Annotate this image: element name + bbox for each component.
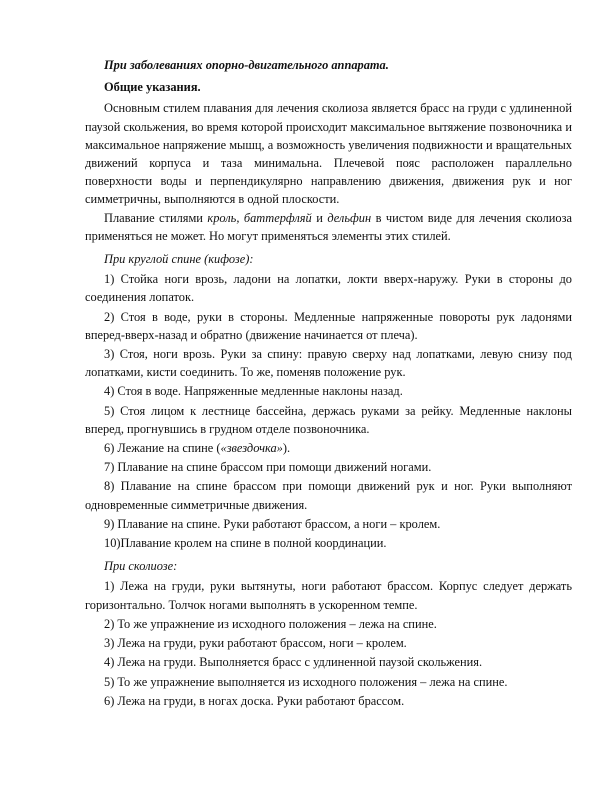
list-item: 5) Стоя лицом к лестнице бассейна, держась руками за рейку. Медленные наклоны вперед, прогнувшись в грудном отделе позвоночника. xyxy=(85,403,572,436)
scoliosis-heading: При сколиозе: xyxy=(104,559,178,574)
document-page xyxy=(85,56,572,711)
list-item: 1) Лежа на груди, руки вытянуты, ноги работают брассом. Корпус следует держать горизонтально. Толчок ногами выполнять в ускоренном темпе. xyxy=(85,579,572,612)
list-item: 10)Плавание кролем на спине в полной координации. xyxy=(104,536,387,551)
general-heading: Общие указания. xyxy=(104,80,201,95)
list-item: 7) Плавание на спине брассом при помощи движений ногами. xyxy=(104,460,432,475)
styles-text-3: в чистом виде для лечения сколиоза применяться не может. Но могут применяться элементы этих стилей. xyxy=(85,210,572,243)
list-item: 9) Плавание на спине. Руки работают брассом, а ноги – кролем. xyxy=(104,516,441,531)
list-item xyxy=(85,439,572,457)
list-item: 5) То же упражнение выполняется из исходного положения – лежа на спине. xyxy=(104,674,508,689)
styles-name-last: дельфин xyxy=(327,210,372,225)
styles-text-1: Плавание стилями xyxy=(104,210,208,225)
item6-italic: «звездочка» xyxy=(220,441,283,456)
list-item: 2) То же упражнение из исходного положения – лежа на спине. xyxy=(104,616,437,631)
item6-prefix: 6) Лежание на спине ( xyxy=(104,441,221,456)
list-item: 8) Плавание на спине брассом при помощи движений рук и ног. Руки выполняют одновременные симметричные движения. xyxy=(85,479,572,512)
styles-paragraph xyxy=(85,209,572,245)
list-item: 6) Лежа на груди, в ногах доска. Руки работают брассом. xyxy=(104,693,405,708)
list-item: 3) Стоя, ноги врозь. Руки за спину: правую сверху над лопатками, левую снизу под лопатками, кисти соединить. То же, поменяв положение рук. xyxy=(85,347,572,380)
list-item: 2) Стоя в воде, руки в стороны. Медленные напряженные повороты рук ладонями вперед-вверх-назад и обратно (движение начинается от плеча). xyxy=(85,309,572,342)
kyphosis-heading: При круглой спине (кифозе): xyxy=(104,252,254,267)
intro-paragraph: Основным стилем плавания для лечения сколиоза является брасс на груди с удлиненной паузой скольжения, во время которой происходит максимальное вытяжение позвоночника и максимальное напряжение мышц, а возможность увеличения подвижности и вращательных движений корпуса и таза минимальна. Плечевой пояс расположен параллельно поверхности воды и перпендикулярно направлению движения, движения рук и ног симметричны, выполняются в одной плоскости. xyxy=(85,101,572,207)
list-item: 1) Стойка ноги врозь, ладони на лопатки, локти вверх-наружу. Руки в стороны до соединения лопаток. xyxy=(85,272,572,305)
styles-text-2: и xyxy=(311,210,328,225)
document-title: При заболеваниях опорно-двигательного аппарата. xyxy=(104,58,389,72)
list-item: 3) Лежа на груди, руки работают брассом, ноги – кролем. xyxy=(104,636,407,651)
list-item: 4) Стоя в воде. Напряженные медленные наклоны назад. xyxy=(104,384,403,399)
list-item: 4) Лежа на груди. Выполняется брасс с удлиненной паузой скольжения. xyxy=(104,655,483,670)
styles-names: кроль, баттерфляй xyxy=(207,210,312,225)
item6-suffix: ). xyxy=(282,441,291,456)
